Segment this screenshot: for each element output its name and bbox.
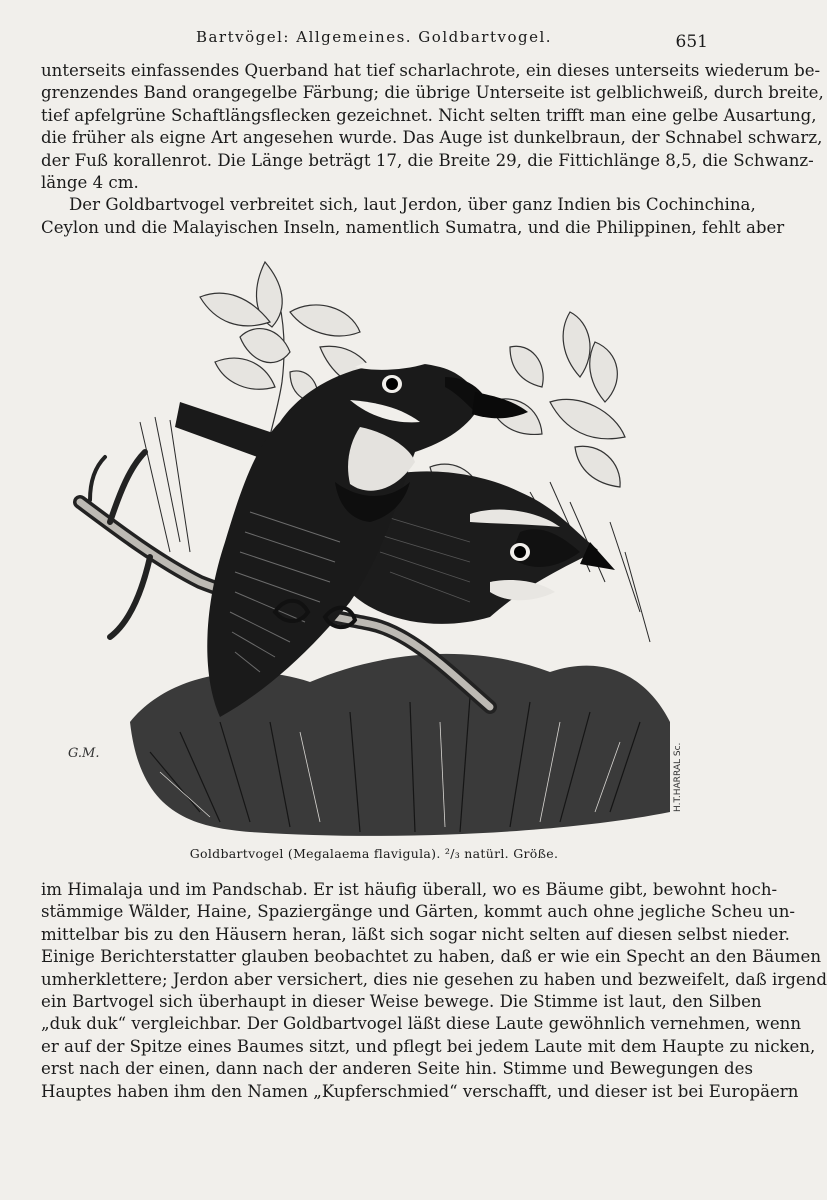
text-line: grenzendes Band orangegelbe Färbung; die übrige Unterseite ist gelblichweiß, durch breite, xyxy=(41,83,824,103)
text-block-bottom xyxy=(41,879,827,1103)
text-line: tief apfelgrüne Schaftlängsflecken gezeichnet. Nicht selten trifft man eine gelbe Ausartung, xyxy=(41,105,817,125)
text-line: Hauptes haben ihm den Namen „Kupferschmied“ verschafft, und dieser ist bei Europäern xyxy=(41,1081,799,1101)
text-line: erst nach der einen, dann nach der anderen Seite hin. Stimme und Bewegungen des xyxy=(41,1059,754,1079)
text-line: mittelbar bis zu den Häusern heran, läßt sich sogar nicht selten auf diesen selbst nieder. xyxy=(41,924,790,944)
text-line: stämmige Wälder, Haine, Spaziergänge und Gärten, kommt auch ohne jegliche Scheu un- xyxy=(41,902,796,922)
text-block-top xyxy=(41,60,824,239)
running-head-title: Bartvögel: Allgemeines. Goldbartvogel. xyxy=(195,28,553,46)
text-line: die früher als eigne Art angesehen wurde. Das Auge ist dunkelbraun, der Schnabel schwarz, xyxy=(41,128,823,148)
text-line: Einige Berichterstatter glauben beobachtet zu haben, daß er wie ein Specht an den Bäumen xyxy=(41,947,822,967)
text-line: Der Goldbartvogel verbreitet sich, laut Jerdon, über ganz Indien bis Cochinchina, xyxy=(69,195,756,215)
text-line: umherklettere; Jerdon aber versichert, dies nie gesehen zu haben und bezweifelt, daß irgend xyxy=(41,969,827,989)
page-number: 651 xyxy=(675,32,708,52)
bird-illustration xyxy=(50,252,698,840)
figure-caption: Goldbartvogel (Megalaema flavigula). ²/₃ natürl. Größe. xyxy=(189,846,559,861)
engraver-mark: H.T.HARRAL Sc. xyxy=(673,742,683,812)
text-line: er auf der Spitze eines Baumes sitzt, und pflegt bei jedem Laute mit dem Haupte zu nicken, xyxy=(41,1036,816,1056)
text-line: Ceylon und die Malayischen Inseln, namentlich Sumatra, und die Philippinen, fehlt aber xyxy=(41,217,785,237)
text-line: länge 4 cm. xyxy=(41,172,139,192)
text-line: „duk duk“ vergleichbar. Der Goldbartvogel läßt diese Laute gewöhnlich vernehmen, wenn xyxy=(41,1014,802,1034)
running-head xyxy=(40,24,708,54)
text-line: im Himalaja und im Pandschab. Er ist häufig überall, wo es Bäume gibt, bewohnt hoch- xyxy=(41,880,778,899)
text-line: der Fuß korallenrot. Die Länge beträgt 17, die Breite 29, die Fittichlänge 8,5, die Schwanz- xyxy=(41,150,814,170)
text-line: unterseits einfassendes Querband hat tief scharlachrote, ein dieses unterseits wiederum be- xyxy=(41,61,821,80)
text-line: ein Bartvogel sich überhaupt in dieser Weise bewege. Die Stimme ist laut, den Silben xyxy=(41,991,762,1011)
artist-signature: G.M. xyxy=(68,746,100,761)
